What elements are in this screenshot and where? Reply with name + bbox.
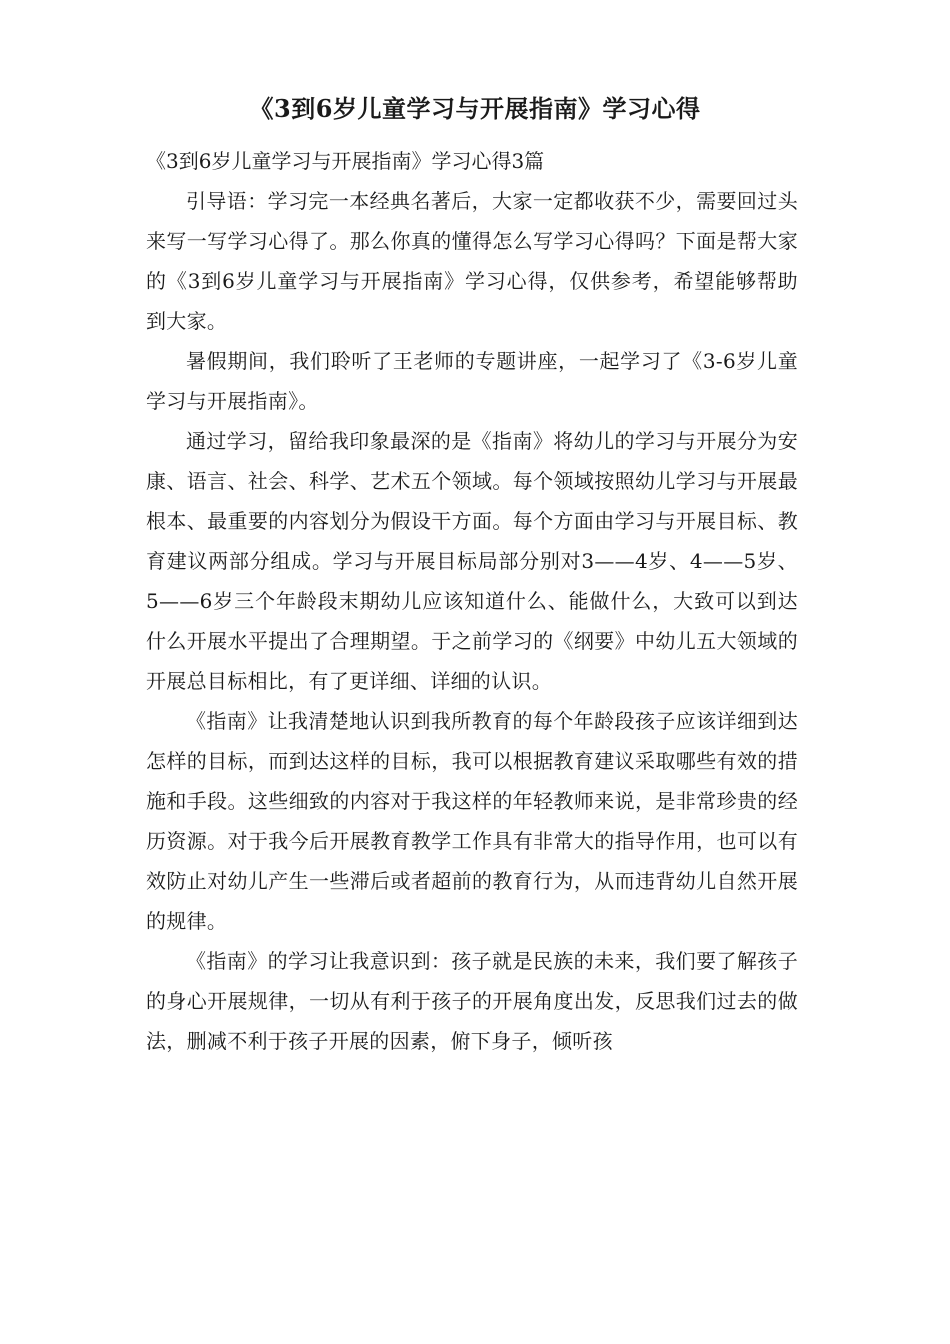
document-body: [146, 145, 798, 1061]
paragraph-five-domains: 通过学习，留给我印象最深的是《指南》将幼儿的学习与开展分为安康、语言、社会、科学、艺术五个领域。每个领域按照幼儿学习与开展最根本、最重要的内容划分为假设干方面。每个方面由学习与开展目标、教育建议两部分组成。学习与开展目标局部分别对3——4岁、4——5岁、5——6岁三个年龄段末期幼儿应该知道什么、能做什么，大致可以到达什么开展水平提出了合理期望。于之前学习的《纲要》中幼儿五大领域的开展总目标相比，有了更详细、详细的认识。: [146, 429, 798, 693]
paragraph-reflection: 《指南》的学习让我意识到：孩子就是民族的未来，我们要了解孩子的身心开展规律，一切从有利于孩子的开展角度出发，反思我们过去的做法，删减不利于孩子开展的因素，俯下身子，倾听孩: [146, 949, 798, 1053]
paragraph-guide-value: 《指南》让我清楚地认识到我所教育的每个年龄段孩子应该详细到达怎样的目标，而到达这样的目标，我可以根据教育建议采取哪些有效的措施和手段。这些细致的内容对于我这样的年轻教师来说，是非常珍贵的经历资源。对于我今后开展教育教学工作具有非常大的指导作用，也可以有效防止对幼儿产生一些滞后或者超前的教育行为，从而违背幼儿自然开展的规律。: [146, 709, 798, 933]
paragraph-summer-lecture: 暑假期间，我们聆听了王老师的专题讲座，一起学习了《3-6岁儿童学习与开展指南》。: [146, 349, 798, 413]
document-subtitle: 《3到6岁儿童学习与开展指南》学习心得3篇: [146, 149, 545, 173]
document-title: 《3到6岁儿童学习与开展指南》学习心得: [249, 94, 701, 123]
paragraph-intro: 引导语：学习完一本经典名著后，大家一定都收获不少，需要回过头来写一写学习心得了。那么你真的懂得怎么写学习心得吗？下面是帮大家的《3到6岁儿童学习与开展指南》学习心得，仅供参考，希望能够帮助到大家。: [146, 189, 798, 333]
